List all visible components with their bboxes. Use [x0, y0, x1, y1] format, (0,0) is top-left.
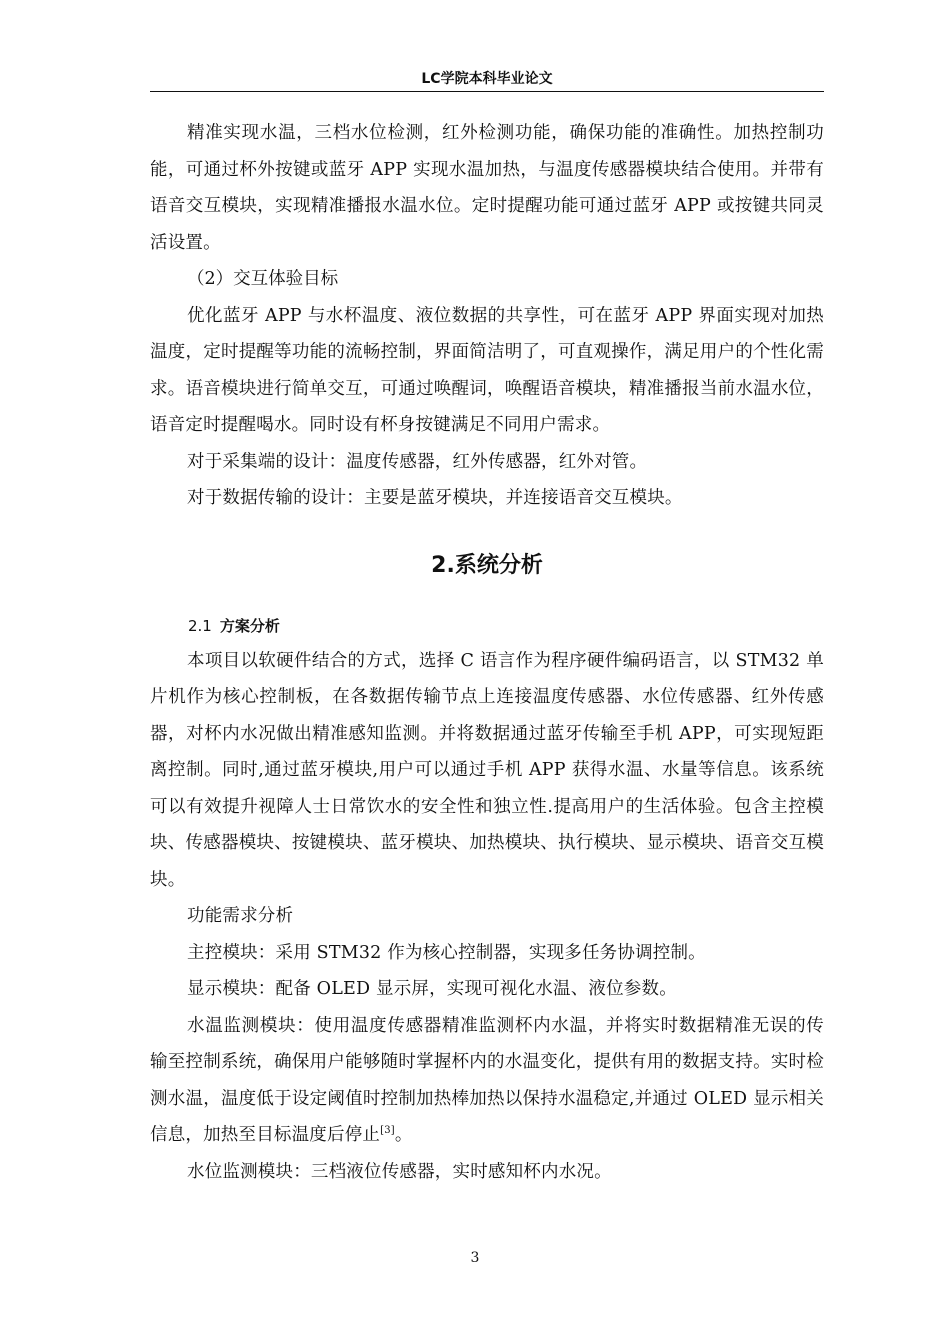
subheading-interaction-goal: （2）交互体验目标 — [187, 269, 339, 289]
paragraph-collection-design: 对于采集端的设计：温度传感器，红外传感器，红外对管。 — [187, 451, 648, 472]
paragraph-display-module: 显示模块：配备 OLED 显示屏，实现可视化水温、液位参数。 — [187, 979, 677, 999]
section-title: 方案分析 — [219, 616, 280, 635]
paragraph-interaction-goal: 优化蓝牙 APP 与水杯温度、液位数据的共享性，可在蓝牙 APP 界面实现对加热温度，定时提醒等功能的流畅控制，界面简洁明了，可直观操作，满足用户的个性化需求。语音模块进行简单交互，可通过唤醒词，唤醒语音模块，精准播报当前水温水位，语音定时提醒喝水。同时设有杯身按键满足不同用户需求。 — [150, 305, 824, 435]
page-number: 3 — [470, 1250, 480, 1266]
paragraph-transmission-design: 对于数据传输的设计：主要是蓝牙模块，并连接语音交互模块。 — [187, 488, 683, 508]
chapter-title: 2.系统分析 — [431, 552, 543, 578]
paragraph-requirements-heading: 功能需求分析 — [187, 906, 294, 926]
citation-reference: [3] — [380, 1125, 395, 1137]
body-text — [150, 115, 824, 1190]
running-header: LC学院本科毕业论文 — [421, 71, 553, 87]
section-number: 2.1 — [188, 616, 212, 635]
temperature-module-text: 水温监测模块：使用温度传感器精准监测杯内水温，并将实时数据精准无误的传输至控制系统，确保用户能够随时掌握杯内的水温变化，提供有用的数据支持。实时检测水温，温度低于设定阈值时控制加热棒加热以保持水温稳定,并通过 OLED 显示相关信息，加热至目标温度后停止 — [150, 1015, 824, 1145]
paragraph-temperature-module — [150, 1008, 824, 1154]
paragraph-water-level-module: 水位监测模块：三档液位传感器，实时感知杯内水况。 — [187, 1161, 612, 1182]
header-rule — [150, 91, 824, 92]
paragraph-main-control: 主控模块：采用 STM32 作为核心控制器，实现多任务协调控制。 — [187, 942, 706, 963]
section-heading — [150, 611, 824, 641]
temperature-module-tail: 。 — [394, 1125, 413, 1145]
paragraph-scheme-analysis: 本项目以软硬件结合的方式，选择 C 语言作为程序硬件编码语言，以 STM32 单片机作为核心控制板，在各数据传输节点上连接温度传感器、水位传感器、红外传感器，对杯内水况做出精准感知监测。并将数据通过蓝牙传输至手机 APP，可实现短距离控制。同时,通过蓝牙模块,用户可以通过手机 APP 获得水温、水量等信息。该系统可以有效提升视障人士日常饮水的安全性和独立性.提高用户的生活体验。包含主控模块、传感器模块、按键模块、蓝牙模块、加热模块、执行模块、显示模块、语音交互模块。 — [150, 650, 824, 890]
paragraph-function-goal: 精准实现水温，三档水位检测，红外检测功能，确保功能的准确性。加热控制功能，可通过杯外按键或蓝牙 APP 实现水温加热，与温度传感器模块结合使用。并带有语音交互模块，实现精准播报水温水位。定时提醒功能可通过蓝牙 APP 或按键共同灵活设置。 — [150, 123, 824, 253]
